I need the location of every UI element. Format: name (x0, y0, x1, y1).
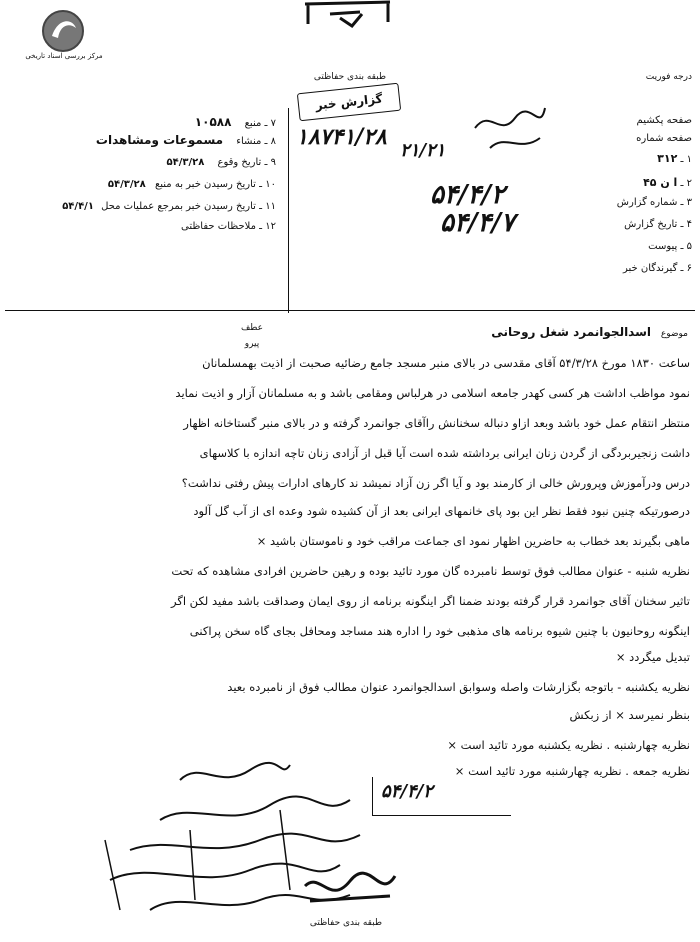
archive-emblem-icon (40, 8, 86, 54)
subject-row (28, 325, 688, 339)
header-bottom-divider (5, 310, 695, 311)
handwritten-code: ۲۱/۲۱ (400, 140, 446, 161)
right-field-recipients: ۶ ـ گیرندگان خبر (622, 263, 692, 274)
classification-label-top: طبقه بندی حفاظتی (313, 72, 387, 82)
left-field-ops-date: ۱۱ ـ تاریخ رسیدن خبر بمرجع عملیات محل ۵۴/۴/۱ (62, 201, 276, 212)
handwritten-reference-number: ۱۸۷۴۱/۲۸ (296, 124, 387, 150)
body-line: اینگونه روحانیون با چنین شیوه برنامه های مذهبی خود را اداره هند مساجد ومحافل بجای گاه سخن پراکنی (189, 624, 690, 638)
bottom-classification-stamp (300, 866, 400, 916)
header-vertical-divider (288, 108, 289, 313)
report-type-stamp: گزارش خبر (297, 83, 401, 122)
body-line: درصورتیکه چنین نبود فقط نظر این بود پای خانمهای ایرانی بعد از آن کشیده شود وعده ای از آب گل آلود (193, 504, 690, 518)
reference-label: عطف (240, 323, 264, 333)
archive-logo (6, 8, 122, 60)
body-line: منتظر انتقام عمل خود باشد وبعد ازاو دنباله سخنانش راآقای جوانمرد گرفته و در بالای منبر گستاخانه اظهار (183, 416, 690, 430)
right-field-report-number: ۳ ـ شماره گزارش (616, 197, 692, 208)
left-field-origin: ۸ ـ منشاء مسموعات ومشاهدات (95, 133, 276, 147)
handwritten-date-2: ۵۴/۴/۷ (440, 208, 515, 238)
body-line: نظریه یکشنبه - باتوجه بگزارشات واصله وسوابق اسدالجوانمرد عنوان مطالب فوق از نامبرده بعید (227, 680, 690, 694)
receipt-date-stamp (372, 777, 511, 816)
receipt-date: ۵۴/۴/۲ (381, 781, 433, 802)
body-line: داشت زنجیربردگی از گردن زنان ایرانی برداشته شده است آیا قبل از آزادی زنان تاچه اندازه با کلاسهای (199, 446, 690, 460)
right-field-1: ۱ ـ ۳۱۲ (657, 152, 692, 165)
top-classification-stamp (300, 0, 395, 28)
body-line: ماهی بگیرند بعد خطاب به حاضرین اظهار نمود ای جماعت مراقب خود و ناموستان باشید × (256, 534, 690, 548)
left-field-security-notes: ۱۲ ـ ملاحظات حفاظتی (181, 221, 276, 232)
left-field-received-date: ۱۰ ـ تاریخ رسیدن خبر به منبع ۵۴/۳/۲۸ (107, 179, 276, 190)
body-line: نظریه چهارشنبه . نظریه یکشنبه مورد تائید است × (447, 738, 690, 752)
subject-label: موضوع (660, 329, 688, 339)
body-line: نظریه جمعه . نظریه چهارشنبه مورد تائید است × (454, 764, 690, 778)
body-line: نمود مواظب اداشت هر کسی کهدر جامعه اسلامی در هرلباس ومقامی باشد و به مسلمانان آزار و اذیت نماید (175, 386, 690, 400)
urgency-label: درجه فوریت (645, 72, 692, 82)
body-line: تاثیر سخنان آقای جوانمرد قرار گرفته بودند ضمنا اگر اینگونه برنامه از روی ایمان وصداقت باشد مفید لکن اگر (171, 594, 690, 608)
right-field-page-total: صفحه پکشیم (636, 115, 692, 126)
body-line: بنظر نمیرسد × از زبکش (569, 708, 690, 722)
body-line: ساعت ۱۸۳۰ مورخ ۵۴/۳/۲۸ آقای مقدسی در بالای منبر مسجد جامع رضائیه صحبت از اذیت بهمسلمانان (202, 356, 690, 370)
body-line: تبدیل میگردد × (615, 650, 690, 664)
left-field-event-date: ۹ ـ تاریخ وقوع ۵۴/۳/۲۸ (166, 157, 276, 168)
archive-logo-text: مرکز بررسی اسناد تاریخی (25, 52, 103, 60)
body-line: درس ودرآموزش وپرورش خالی از کارمند بود و آیا اگر زن آزاد نمیشد ند کارهای ادارات پیش رفتی نداشت؟ (181, 476, 690, 490)
body-line: نظریه شنبه - عنوان مطالب فوق توسط نامبرده گان مورد تائید بوده و رهین حاضرین افرادی مشاهده که تحت (171, 564, 690, 578)
handwritten-date-1: ۵۴/۴/۲ (430, 180, 505, 210)
right-field-attachment: ۵ ـ پیوست (648, 241, 692, 252)
left-field-source: ۷ ـ منبع ۱۰۵۸۸ (194, 115, 276, 129)
right-field-2: ۲ ـ ا ن ۴۵ (643, 176, 692, 189)
right-field-page-number: صفحه شماره (636, 133, 692, 144)
handwritten-initials-scribble (470, 98, 550, 158)
follow-up-label: پیرو (244, 339, 260, 349)
right-field-report-date: ۴ ـ تاریخ گزارش (624, 219, 692, 230)
subject-text: اسدالجوانمرد شغل روحانی (491, 325, 652, 339)
classification-label-bottom: طبقه بندی حفاظتی (309, 918, 383, 928)
